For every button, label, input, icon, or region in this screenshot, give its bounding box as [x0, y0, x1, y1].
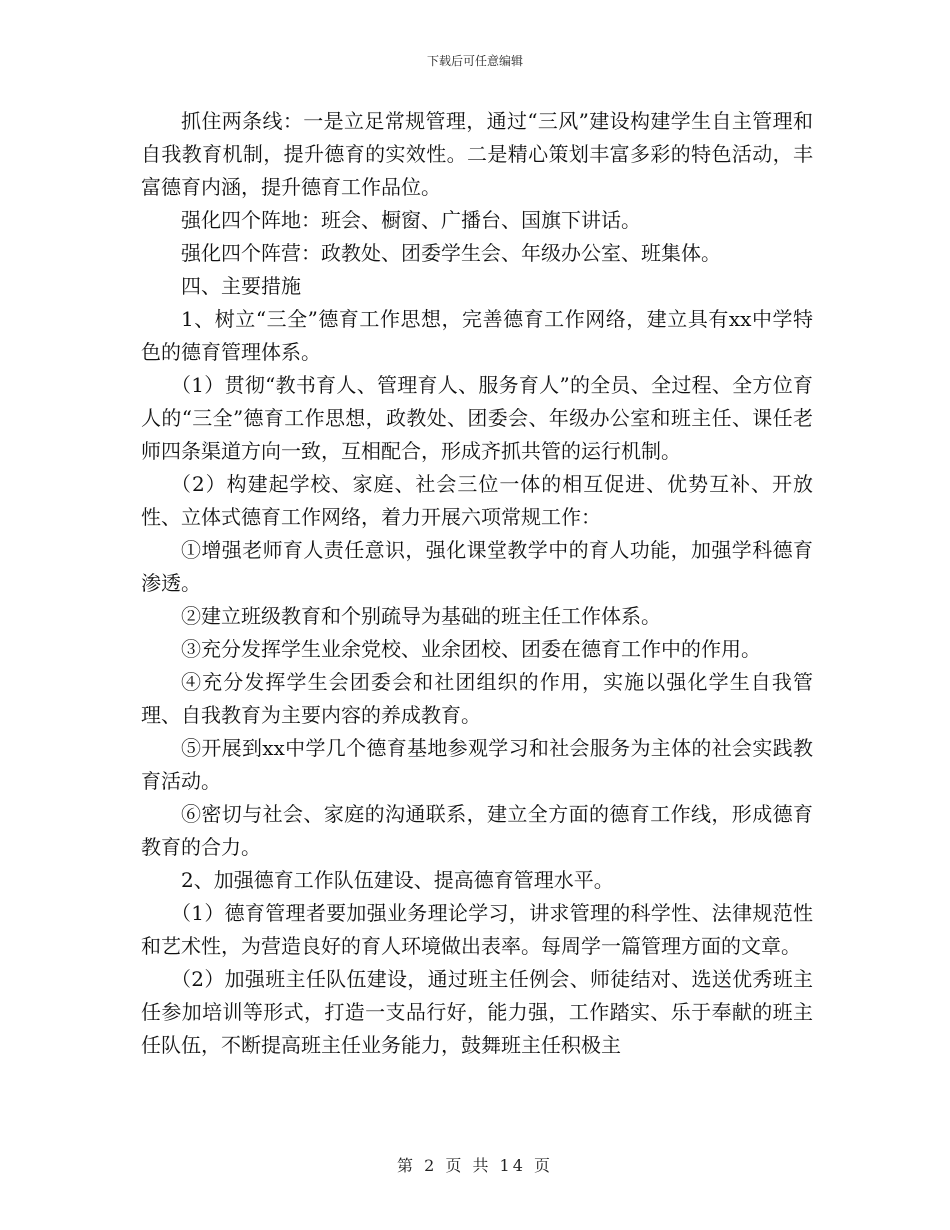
paragraph-measure-1-1: （1）贯彻“教书育人、管理育人、服务育人”的全员、全过程、全方位育人的“三全”德育工作思想，政教处、团委会、年级办公室和班主任、课任老师四条渠道方向一致，互相配合，形成齐抓共管的运行机制。: [141, 373, 813, 463]
document-body: [141, 105, 813, 1062]
list-item-2: ②建立班级教育和个别疏导为基础的班主任工作体系。: [181, 604, 661, 628]
section-heading-measures: 四、主要措施: [181, 274, 301, 298]
paragraph-measure-2-2: （2）加强班主任队伍建设，通过班主任例会、师徒结对、选送优秀班主任参加培训等形式，打造一支品行好，能力强，工作踏实、乐于奉献的班主任队伍，不断提高班主任业务能力，鼓舞班主任积极主: [141, 967, 813, 1057]
paragraph-measure-1: 1、树立“三全”德育工作思想，完善德育工作网络，建立具有xx中学特色的德育管理体系。: [141, 307, 813, 364]
list-item-3: ③充分发挥学生业余党校、业余团校、团委在德育工作中的作用。: [181, 637, 761, 661]
list-item-1: ①增强老师育人责任意识，强化课堂教学中的育人功能，加强学科德育渗透。: [141, 538, 813, 595]
paragraph-measure-2-1: （1）德育管理者要加强业务理论学习，讲求管理的科学性、法律规范性和艺术性，为营造良好的育人环境做出表率。每周学一篇管理方面的文章。: [141, 901, 813, 958]
page-footer: 第 2 页 共 14 页: [397, 1156, 553, 1175]
list-item-5: ⑤开展到xx中学几个德育基地参观学习和社会服务为主体的社会实践教育活动。: [141, 736, 813, 793]
list-item-6: ⑥密切与社会、家庭的沟通联系，建立全方面的德育工作线，形成德育教育的合力。: [141, 802, 813, 859]
paragraph-four-camps: 强化四个阵营：政教处、团委学生会、年级办公室、班集体。: [181, 241, 721, 265]
list-item-4: ④充分发挥学生会团委会和社团组织的作用，实施以强化学生自我管理、自我教育为主要内容的养成教育。: [141, 670, 813, 727]
paragraph-measure-2: 2、加强德育工作队伍建设、提高德育管理水平。: [181, 868, 614, 892]
paragraph-measure-1-2: （2）构建起学校、家庭、社会三位一体的相互促进、优势互补、开放性、立体式德育工作网络，着力开展六项常规工作：: [141, 472, 813, 529]
paragraph-two-lines: 抓住两条线：一是立足常规管理，通过“三风”建设构建学生自主管理和自我教育机制，提升德育的实效性。二是精心策划丰富多彩的特色活动，丰富德育内涵，提升德育工作品位。: [141, 109, 813, 199]
paragraph-four-positions: 强化四个阵地：班会、橱窗、广播台、国旗下讲话。: [181, 208, 641, 232]
page-header: 下载后可任意编辑: [426, 54, 523, 68]
